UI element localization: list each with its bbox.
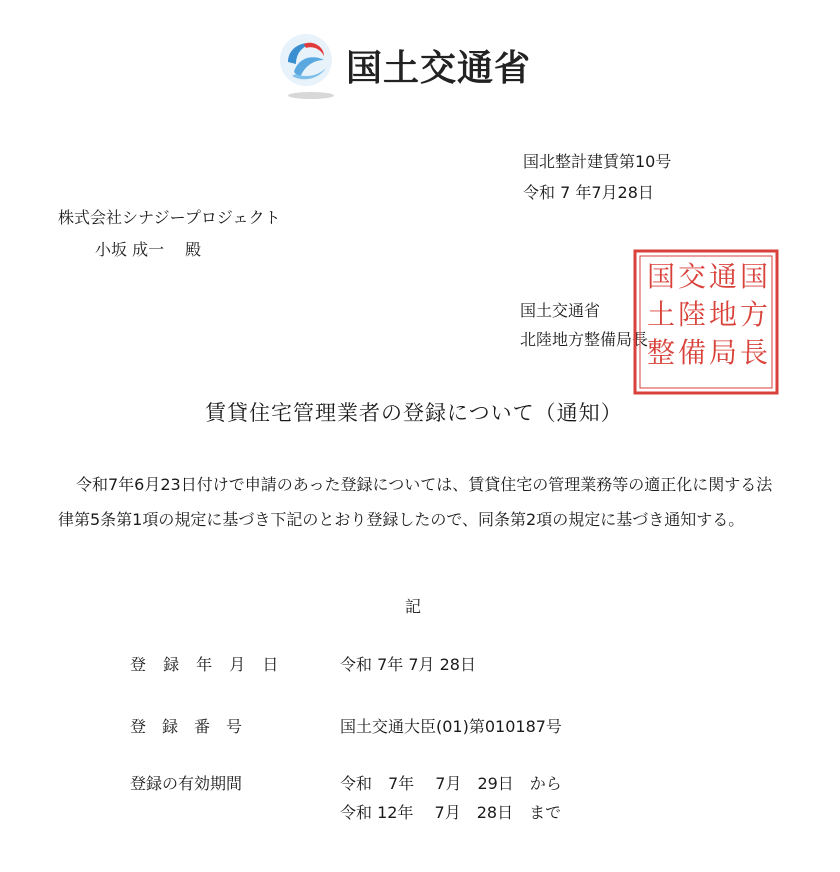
svg-text:交: 交 [677, 260, 707, 293]
sender-ministry: 国土交通省 [520, 301, 601, 320]
svg-text:国: 国 [739, 260, 769, 293]
svg-text:局: 局 [708, 336, 738, 369]
svg-text:地: 地 [708, 298, 738, 331]
svg-text:方: 方 [739, 298, 769, 331]
svg-text:国: 国 [646, 260, 676, 293]
ki-heading: 記 [405, 597, 422, 616]
registration-number-label: 登 録 番 号 [130, 717, 243, 736]
document-date: 令和 7 年7月28日 [523, 183, 654, 202]
registration-number-value: 国土交通大臣(01)第010187号 [340, 717, 562, 736]
svg-text:備: 備 [677, 336, 707, 369]
validity-period-label: 登録の有効期間 [130, 774, 243, 793]
official-seal-icon [632, 248, 780, 396]
ministry-logo-text: 国土交通省 [346, 48, 532, 89]
body-paragraph: 令和7年6月23日付けで申請のあった登録については、賃貸住宅の管理業務等の適正化に関する法律第5条第1項の規定に基づき下記のとおり登録したので、同条第2項の規定に基づき通知する。 [58, 475, 773, 529]
sender-office: 北陸地方整備局長 [520, 330, 649, 349]
svg-text:通: 通 [708, 260, 738, 293]
svg-text:陸: 陸 [677, 298, 707, 331]
validity-to: 令和 12年 7月 28日 まで [340, 803, 562, 822]
ministry-logo-icon [278, 32, 334, 88]
logo-shadow [288, 92, 334, 99]
registration-date-label: 登 録 年 月 日 [130, 655, 285, 674]
notice-title: 賃貸住宅管理業者の登録について（通知） [205, 401, 623, 425]
recipient-person: 小坂 成一 殿 [95, 240, 202, 259]
svg-text:長: 長 [739, 336, 769, 369]
registration-date-value: 令和 7年 7月 28日 [340, 655, 476, 674]
recipient-company: 株式会社シナジープロジェクト [58, 208, 281, 227]
validity-from: 令和 7年 7月 29日 から [340, 774, 562, 793]
svg-text:整: 整 [646, 336, 676, 369]
document-number: 国北整計建賃第10号 [523, 152, 672, 171]
svg-text:土: 土 [646, 298, 676, 331]
